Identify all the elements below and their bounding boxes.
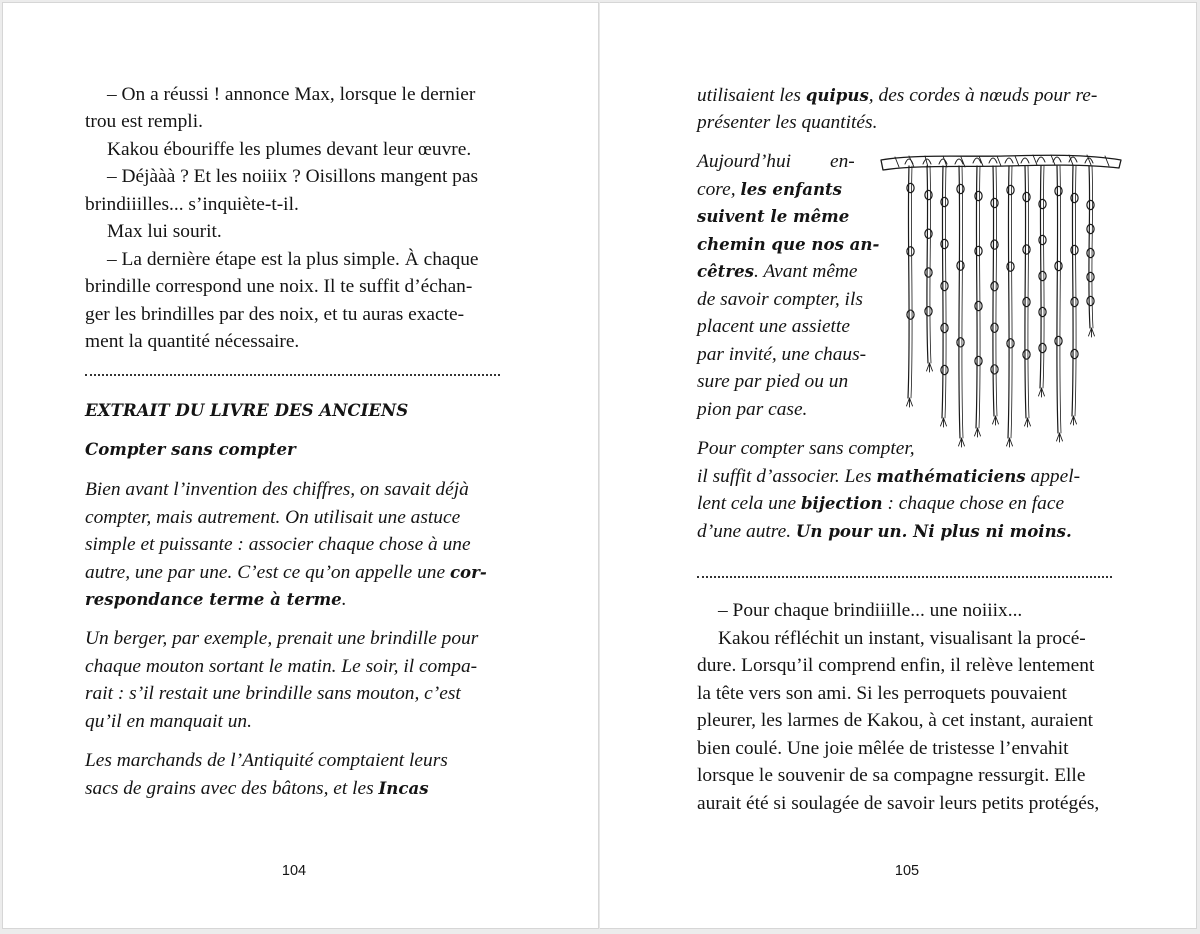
quipu-cord-fray bbox=[1057, 433, 1063, 442]
quipu-cord bbox=[976, 166, 977, 428]
narrative-line: – Pour chaque brindiiille... une noiiix... bbox=[718, 600, 1023, 621]
extract-line: pion par case. bbox=[697, 399, 808, 420]
extract-line: Un berger, par exemple, prenait une brindille pour bbox=[85, 628, 479, 649]
dialogue-line: ger les brindilles par des noix, et tu auras exacte- bbox=[85, 304, 465, 325]
quipu-cord bbox=[1072, 166, 1073, 416]
extract-line bbox=[85, 775, 429, 803]
dialogue-line: trou est rempli. bbox=[85, 111, 203, 132]
extract-line: placent une assiette bbox=[697, 316, 850, 337]
quipu-cord-fray bbox=[1089, 328, 1095, 337]
bold-term: respondance terme à terme bbox=[85, 589, 342, 609]
quipu-knot bbox=[1007, 262, 1014, 271]
quipu-knot bbox=[1039, 343, 1046, 352]
extract-line bbox=[697, 176, 842, 204]
bold-term: les enfants bbox=[740, 179, 843, 199]
dialogue-line: ment la quantité nécessaire. bbox=[85, 331, 300, 352]
quipu-knot bbox=[991, 365, 998, 374]
quipu-cord-edge bbox=[962, 166, 963, 438]
extract-text: d’une autre. bbox=[697, 521, 792, 542]
extract-line bbox=[697, 203, 849, 231]
extract-line: Bien avant l’invention des chiffres, on savait déjà bbox=[85, 479, 469, 500]
quipu-knot bbox=[1087, 272, 1094, 281]
quipu-knot bbox=[1023, 245, 1030, 254]
extract-line: compter, mais autrement. On utilisait une astuce bbox=[85, 507, 461, 528]
quipu-cord-fray bbox=[993, 416, 999, 425]
quipu-cord-fray bbox=[1025, 418, 1031, 427]
quipu-cord-fray bbox=[1071, 416, 1077, 425]
extract-line bbox=[85, 586, 347, 614]
quipu-knot bbox=[991, 240, 998, 249]
quipu-cord-fray bbox=[941, 418, 947, 427]
quipu-cord-fray bbox=[1039, 388, 1045, 397]
extract-line bbox=[697, 463, 1080, 491]
extract-line bbox=[697, 82, 1097, 110]
quipu-cord-edge bbox=[1060, 166, 1061, 433]
quipu-knot bbox=[1087, 224, 1094, 233]
bold-term: quipus bbox=[805, 85, 869, 105]
quipu-cord-fray bbox=[959, 438, 965, 447]
bold-term: cor- bbox=[449, 562, 487, 582]
quipu-knot bbox=[1071, 349, 1078, 358]
extract-text: , des cordes à nœuds pour re- bbox=[868, 85, 1098, 106]
quipu-knot bbox=[941, 281, 948, 290]
extract-text: . bbox=[341, 589, 347, 610]
narrative-line: pleurer, les larmes de Kakou, à cet instant, auraient bbox=[697, 710, 1094, 731]
dialogue-line: brindiiilles... s’inquiète-t-il. bbox=[85, 194, 299, 215]
quipu-cord-fray bbox=[975, 428, 981, 437]
dialogue-line: Max lui sourit. bbox=[107, 221, 222, 242]
dialogue-line: – La dernière étape est la plus simple. À chaque bbox=[107, 249, 479, 270]
quipu-cord-edge bbox=[911, 166, 912, 398]
bold-term: suivent le même bbox=[697, 206, 850, 226]
extract-text: utilisaient les bbox=[697, 85, 801, 106]
extract-text: : chaque chose en face bbox=[882, 493, 1065, 514]
extract-line: sure par pied ou un bbox=[697, 371, 849, 392]
quipu-knot bbox=[975, 301, 982, 310]
bold-term: bijection bbox=[800, 493, 883, 513]
quipu-knot bbox=[1087, 248, 1094, 257]
quipu-knot bbox=[1007, 185, 1014, 194]
extract-line: de savoir compter, ils bbox=[697, 289, 863, 310]
extract-line bbox=[697, 518, 1072, 546]
quipu-knot bbox=[1055, 261, 1062, 270]
quipu-cord bbox=[908, 166, 909, 398]
quipu-cord-edge bbox=[930, 166, 931, 363]
quipu-cord-edge bbox=[1075, 166, 1076, 416]
quipu-cord-fray bbox=[927, 363, 933, 372]
quipu-cord bbox=[1025, 166, 1026, 418]
quipu-knot bbox=[907, 183, 914, 192]
quipu-knot bbox=[941, 323, 948, 332]
narrative-line: aurait été si soulagée de savoir leurs petits protégés, bbox=[697, 793, 1100, 814]
quipu-knot bbox=[1055, 336, 1062, 345]
quipu-knot bbox=[991, 198, 998, 207]
quipu-knot bbox=[1071, 297, 1078, 306]
book-gutter bbox=[598, 2, 600, 929]
extract-text: . Avant même bbox=[753, 261, 858, 282]
extract-line: Les marchands de l’Antiquité comptaient leurs bbox=[85, 750, 448, 771]
quipu-knot bbox=[1055, 186, 1062, 195]
quipu-knot bbox=[1087, 200, 1094, 209]
page-number: 104 bbox=[281, 863, 307, 879]
quipu-cord bbox=[1089, 166, 1090, 328]
quipu-knot bbox=[1007, 339, 1014, 348]
quipu-cord bbox=[942, 166, 943, 418]
quipu-knot bbox=[1087, 296, 1094, 305]
bold-term: Un pour un. Ni plus ni moins. bbox=[795, 521, 1072, 541]
quipu-knot bbox=[1039, 307, 1046, 316]
quipu-knot bbox=[925, 307, 932, 316]
extract-line: qu’il en manquait un. bbox=[85, 711, 252, 732]
quipu-knot bbox=[957, 261, 964, 270]
quipu-cord-edge bbox=[1092, 166, 1093, 328]
quipu-cord bbox=[1057, 166, 1058, 433]
quipu-knot bbox=[957, 338, 964, 347]
extract-text: sacs de grains avec des bâtons, et les bbox=[85, 778, 374, 799]
quipu-knot bbox=[991, 282, 998, 291]
bold-term: Incas bbox=[378, 778, 429, 798]
quipu-knot bbox=[1039, 271, 1046, 280]
extract-line: par invité, une chaus- bbox=[697, 344, 867, 365]
extract-text: autre, une par une. C’est ce qu’on appelle une bbox=[85, 562, 446, 583]
quipu-knot bbox=[991, 323, 998, 332]
quipu-cord-edge bbox=[945, 166, 946, 418]
quipu-cord-edge bbox=[1028, 166, 1029, 418]
bold-term: mathématiciens bbox=[876, 466, 1026, 486]
extract-line: Aujourd’hui bbox=[697, 151, 792, 172]
quipu-cord bbox=[927, 166, 928, 363]
quipu-cord bbox=[1008, 166, 1009, 438]
quipu-knot bbox=[907, 247, 914, 256]
quipu-cord-fray bbox=[907, 398, 913, 407]
extract-line: chaque mouton sortant le matin. Le soir, il compa- bbox=[85, 656, 478, 677]
extract-text: lent cela une bbox=[697, 493, 797, 514]
extract-line: en- bbox=[830, 151, 855, 172]
quipu-cord-fray bbox=[1007, 438, 1013, 447]
dialogue-line: brindille correspond une noix. Il te suffit d’échan- bbox=[85, 276, 473, 297]
narrative-line: lorsque le souvenir de sa compagne ressurgit. Elle bbox=[697, 765, 1086, 786]
dialogue-line: Kakou ébouriffe les plumes devant leur œuvre. bbox=[107, 139, 472, 160]
extract-line bbox=[697, 258, 858, 286]
bold-term: cêtres bbox=[697, 261, 754, 281]
quipu-knot bbox=[1023, 297, 1030, 306]
extract-line: présenter les quantités. bbox=[697, 112, 878, 133]
extract-text: il suffit d’associer. Les bbox=[697, 466, 872, 487]
narrative-line: la tête vers son ami. Si les perroquets pouvaient bbox=[697, 683, 1067, 704]
bold-term: chemin que nos an- bbox=[697, 234, 880, 254]
extract-line bbox=[697, 231, 879, 259]
quipu-cord-edge bbox=[979, 166, 980, 428]
quipu-knot bbox=[907, 310, 914, 319]
extract-line: rait : s’il restait une brindille sans mouton, c’est bbox=[85, 683, 461, 704]
page-number: 105 bbox=[894, 863, 920, 879]
extract-line: Pour compter sans compter, bbox=[697, 438, 915, 459]
quipu-knot bbox=[925, 268, 932, 277]
extract-text: appel- bbox=[1030, 466, 1081, 487]
dialogue-line: – On a réussi ! annonce Max, lorsque le dernier bbox=[107, 84, 476, 105]
section-title: EXTRAIT DU LIVRE DES ANCIENS bbox=[85, 400, 409, 420]
quipu-knot bbox=[1023, 192, 1030, 201]
dialogue-line: – Déjààà ? Et les noiiix ? Oisillons mangent pas bbox=[107, 166, 479, 187]
narrative-line: Kakou réfléchit un instant, visualisant la procé- bbox=[718, 628, 1086, 649]
narrative-line: dure. Lorsqu’il comprend enfin, il relève lentement bbox=[697, 655, 1095, 676]
extract-line bbox=[85, 559, 487, 587]
quipu-cord bbox=[959, 166, 960, 438]
quipu-knot bbox=[975, 356, 982, 365]
extract-line bbox=[697, 490, 1064, 518]
quipu-knot bbox=[941, 365, 948, 374]
section-subtitle: Compter sans compter bbox=[85, 439, 296, 459]
extract-text: core, bbox=[697, 179, 736, 200]
quipu-knot bbox=[1023, 350, 1030, 359]
quipu-cord-edge bbox=[1011, 166, 1012, 438]
quipu-knot bbox=[925, 229, 932, 238]
extract-line: simple et puissante : associer chaque chose à une bbox=[85, 534, 471, 555]
narrative-line: bien coulé. Une joie mêlée de tristesse l’envahit bbox=[697, 738, 1069, 759]
dotted-separator bbox=[697, 576, 1112, 578]
quipu-illustration bbox=[875, 148, 1127, 448]
quipu-knot bbox=[957, 184, 964, 193]
quipu-knot bbox=[925, 190, 932, 199]
dotted-separator bbox=[85, 374, 500, 376]
